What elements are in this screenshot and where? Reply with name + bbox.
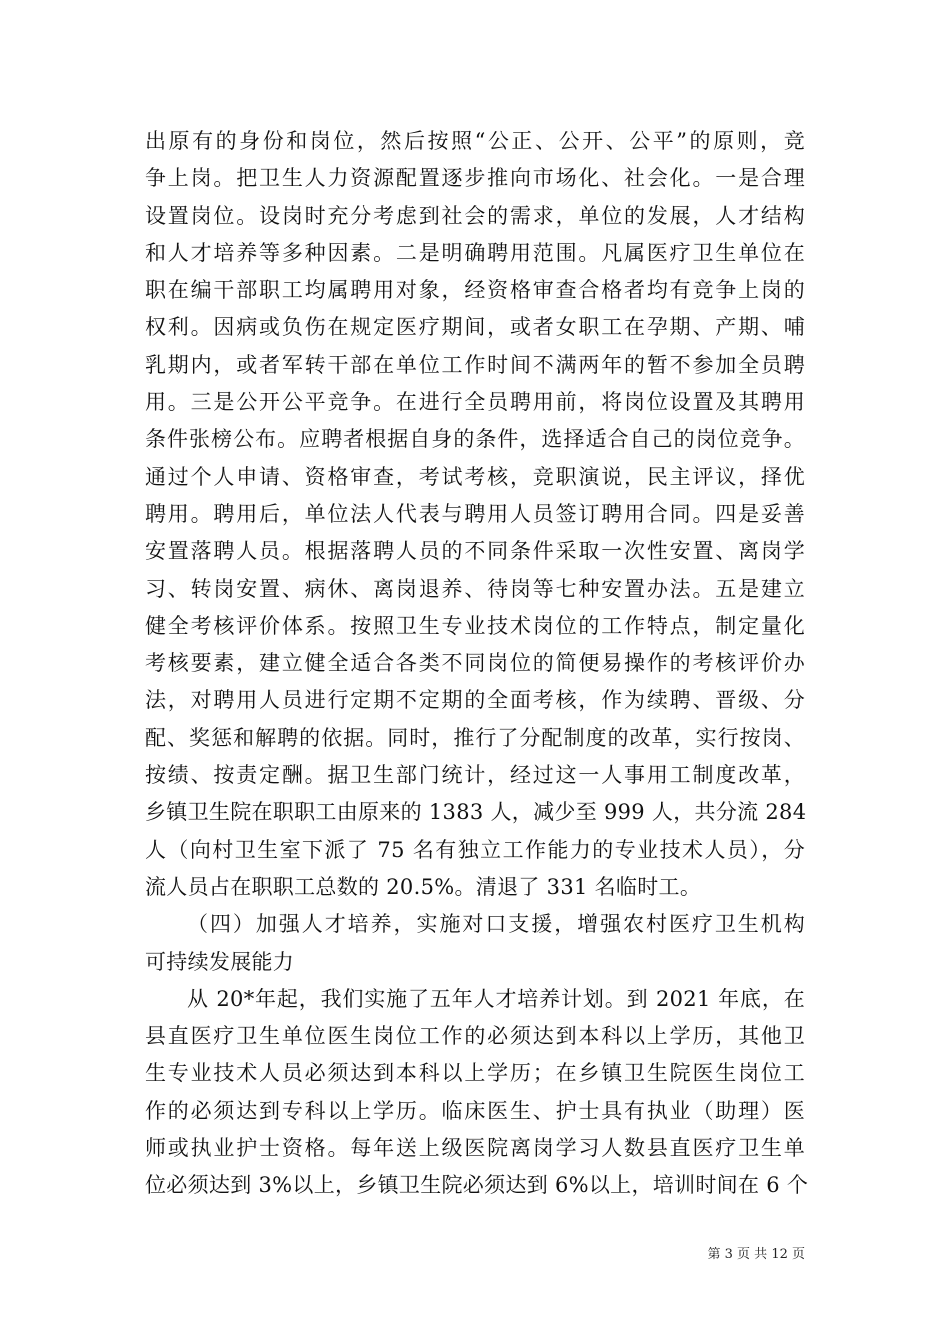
text-line: 法，对聘用人员进行定期不定期的全面考核，作为续聘、晋级、分 (145, 688, 805, 713)
text-line: 按绩、按责定酬。据卫生部门统计，经过这一人事用工制度改革， (145, 763, 805, 788)
text-line: 健全考核评价体系。按照卫生专业技术岗位的工作特点，制定量化 (145, 613, 805, 638)
text-line: 用。三是公开公平竞争。在进行全员聘用前，将岗位设置及其聘用 (145, 390, 805, 415)
text-line: 考核要素，建立健全适合各类不同岗位的简便易操作的考核评价办 (145, 651, 805, 676)
text-line: 乳期内，或者军转干部在单位工作时间不满两年的暂不参加全员聘 (145, 352, 805, 377)
body-text (145, 123, 809, 1205)
text-line: 和人才培养等多种因素。二是明确聘用范围。凡属医疗卫生单位在 (145, 240, 805, 265)
text-line: 位必须达到 3%以上，乡镇卫生院必须达到 6%以上，培训时间在 6 个 (145, 1173, 809, 1198)
page-number: 第 3 页 共 12 页 (707, 1247, 805, 1262)
section-heading-continued: 可持续发展能力 (145, 949, 295, 974)
text-line: 权利。因病或负伤在规定医疗期间，或者女职工在孕期、产期、哺 (145, 315, 805, 340)
paragraph-start: 从 20*年起，我们实施了五年人才培养计划。到 2021 年底，在 (187, 986, 805, 1011)
text-line: 配、奖惩和解聘的依据。同时，推行了分配制度的改革，实行按岗、 (145, 725, 805, 750)
text-line: 设置岗位。设岗时充分考虑到社会的需求，单位的发展，人才结构 (145, 203, 805, 228)
text-line: 流人员占在职职工总数的 20.5%。清退了 331 名临时工。 (145, 874, 702, 899)
text-line: 出原有的身份和岗位，然后按照“公正、公开、公平”的原则，竞 (145, 129, 805, 153)
text-line: 师或执业护士资格。每年送上级医院离岗学习人数县直医疗卫生单 (145, 1136, 805, 1161)
text-line: 通过个人申请、资格审查，考试考核，竞职演说，民主评议，择优 (145, 464, 805, 489)
text-line: 争上岗。把卫生人力资源配置逐步推向市场化、社会化。一是合理 (145, 166, 805, 191)
section-heading: （四）加强人才培养，实施对口支援，增强农村医疗卫生机构 (187, 912, 805, 937)
text-line: 条件张榜公布。应聘者根据自身的条件，选择适合自己的岗位竞争。 (145, 427, 805, 452)
text-line: 县直医疗卫生单位医生岗位工作的必须达到本科以上学历，其他卫 (145, 1024, 805, 1049)
text-line: 乡镇卫生院在职职工由原来的 1383 人，减少至 999 人，共分流 284 (145, 800, 807, 825)
text-line: 作的必须达到专科以上学历。临床医生、护士具有执业（助理）医 (145, 1098, 805, 1123)
text-line: 职在编干部职工均属聘用对象，经资格审查合格者均有竞争上岗的 (145, 278, 805, 303)
text-line: 聘用。聘用后，单位法人代表与聘用人员签订聘用合同。四是妥善 (145, 501, 805, 526)
text-line: 安置落聘人员。根据落聘人员的不同条件采取一次性安置、离岗学 (145, 539, 805, 564)
text-line: 人（向村卫生室下派了 75 名有独立工作能力的专业技术人员），分 (145, 837, 805, 862)
text-line: 习、转岗安置、病休、离岗退养、待岗等七种安置办法。五是建立 (145, 576, 805, 601)
text-line: 生专业技术人员必须达到本科以上学历；在乡镇卫生院医生岗位工 (145, 1061, 805, 1086)
